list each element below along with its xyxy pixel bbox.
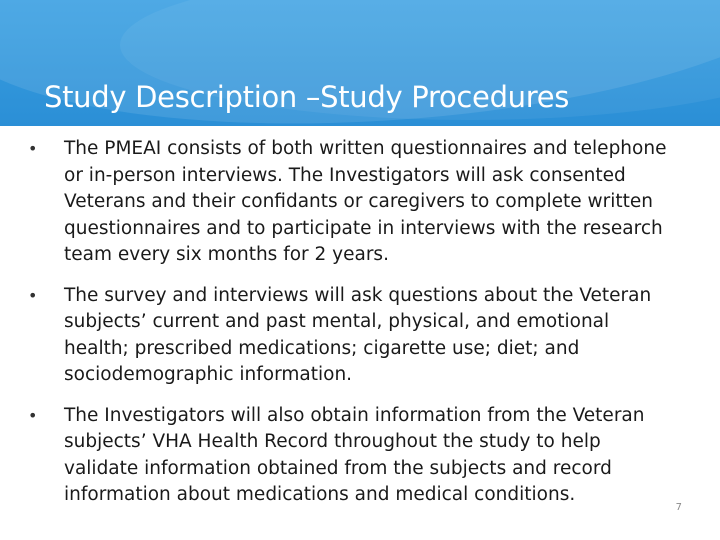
bullet-text: The PMEAI consists of both written questionnaires and telephone or in-person interviews. The Investigators will ask consented Veterans and their confidants or caregivers to complete written questionnaires and to participate in interviews with the research team every six months for 2 years. bbox=[64, 138, 667, 265]
bullet-marker: • bbox=[28, 285, 38, 305]
bullet-marker: • bbox=[28, 139, 38, 158]
bullet-list bbox=[28, 136, 678, 509]
bullet-marker: • bbox=[28, 405, 38, 425]
bullet-item bbox=[28, 283, 678, 389]
bullet-item bbox=[28, 403, 678, 509]
bullet-text: The Investigators will also obtain information from the Veteran subjects’ VHA Health Record throughout the study to help validate information obtained from the subjects and record information about medications and medical conditions. bbox=[64, 404, 645, 505]
slide-title: Study Description –Study Procedures bbox=[44, 80, 570, 114]
bullet-item bbox=[28, 136, 678, 269]
page-number: 7 bbox=[675, 502, 682, 513]
title-bar bbox=[0, 0, 720, 126]
bullet-text: The survey and interviews will ask questions about the Veteran subjects’ current and past mental, physical, and emotional health; prescribed medications; cigarette use; diet; and sociodemographic information. bbox=[64, 284, 652, 385]
